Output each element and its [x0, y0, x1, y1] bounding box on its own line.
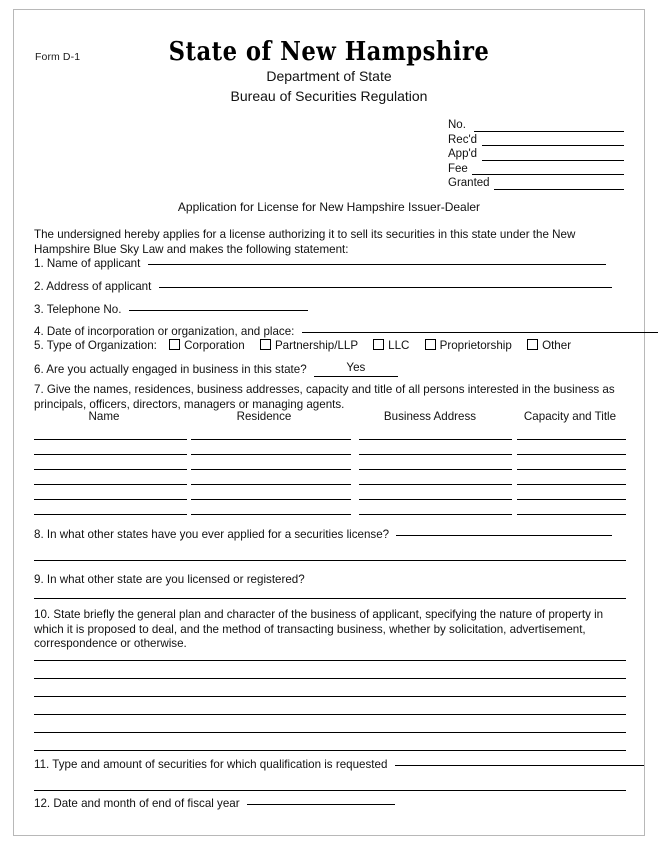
table-row[interactable]	[191, 514, 351, 515]
table-row[interactable]	[191, 439, 351, 440]
table-row[interactable]	[517, 439, 626, 440]
item-1-label: Name of applicant	[46, 257, 141, 270]
office-use-box	[448, 118, 624, 191]
table-row[interactable]	[359, 469, 512, 470]
department-line: Department of State	[266, 68, 392, 84]
office-row-no	[448, 118, 624, 133]
table-row[interactable]	[359, 514, 512, 515]
office-row-appd	[448, 147, 624, 162]
item-7-label: Give the names, residences, business addresses, capacity and title of all persons interested in the business as principals, officers, directors, managers or managing agents.	[34, 383, 615, 411]
office-rule-granted[interactable]	[494, 189, 624, 190]
item-8-input-rule[interactable]	[396, 535, 612, 536]
item-4-number: 4.	[34, 325, 44, 338]
item-2-number: 2.	[34, 280, 44, 293]
item-9-input-rule[interactable]	[34, 598, 626, 599]
item-8-continuation-rule[interactable]	[34, 560, 626, 561]
table-column-header-residence: Residence	[236, 410, 292, 423]
item-10-answer-rule[interactable]	[34, 678, 626, 679]
intro-paragraph: The undersigned hereby applies for a license authorizing it to sell its securities in this state under the New Hampshire Blue Sky Law and makes the following statement:	[34, 228, 576, 256]
item-11-label: Type and amount of securities for which qualification is requested	[52, 758, 388, 771]
office-row-fee	[448, 162, 624, 177]
page-title: State of New Hampshire	[168, 37, 490, 67]
item-11-continuation-rule[interactable]	[34, 790, 626, 791]
page-frame	[13, 9, 645, 836]
table-row[interactable]	[359, 499, 512, 500]
item-9-number: 9.	[34, 573, 44, 586]
item-10-answer-rule[interactable]	[34, 714, 626, 715]
item-7-number: 7.	[34, 383, 44, 396]
item-4-input-rule[interactable]	[302, 332, 658, 333]
form-code: Form D-1	[35, 51, 81, 63]
item-10	[34, 608, 630, 652]
item-10-answer-rule[interactable]	[34, 732, 626, 733]
item-3-input-rule[interactable]	[129, 310, 308, 311]
item-6-label: Are you actually engaged in business in this state?	[46, 363, 307, 376]
application-title: Application for License for New Hampshire Issuer-Dealer	[177, 200, 481, 214]
checkbox-label-other: Other	[542, 339, 572, 352]
office-rule-fee[interactable]	[472, 174, 624, 175]
item-1-number: 1.	[34, 257, 44, 270]
office-label-fee: Fee	[448, 162, 468, 175]
checkbox-other[interactable]	[527, 339, 538, 350]
item-3-label: Telephone No.	[46, 303, 122, 316]
bureau-line: Bureau of Securities Regulation	[230, 88, 428, 104]
item-5-number: 5.	[34, 339, 44, 352]
table-row[interactable]	[34, 454, 187, 455]
item-8-label: In what other states have you ever applied for a securities license?	[46, 528, 390, 541]
item-3	[34, 303, 308, 318]
item-1-input-rule[interactable]	[148, 264, 606, 265]
table-row[interactable]	[359, 439, 512, 440]
table-row[interactable]	[191, 499, 351, 500]
item-4-label: Date of incorporation or organization, and place:	[46, 325, 295, 338]
office-label-recd: Rec'd	[448, 133, 478, 146]
item-6	[34, 361, 398, 378]
item-11-number: 11.	[34, 758, 50, 771]
item-12	[34, 797, 395, 812]
office-row-granted	[448, 176, 624, 191]
table-column-header-name: Name	[88, 410, 120, 423]
table-row[interactable]	[191, 469, 351, 470]
item-10-answer-rule[interactable]	[34, 660, 626, 661]
checkbox-label-partnership-llp: Partnership/LLP	[274, 339, 358, 352]
table-row[interactable]	[517, 499, 626, 500]
item-1	[34, 257, 606, 272]
item-9-label: In what other state are you licensed or registered?	[46, 573, 305, 586]
item-6-answer[interactable]: Yes	[314, 361, 398, 377]
table-row[interactable]	[34, 499, 187, 500]
table-row[interactable]	[517, 514, 626, 515]
checkbox-label-corporation: Corporation	[184, 339, 245, 352]
item-6-number: 6.	[34, 363, 44, 376]
item-10-answer-rule[interactable]	[34, 696, 626, 697]
table-row[interactable]	[517, 469, 626, 470]
office-label-no: No.	[448, 119, 466, 131]
item-11	[34, 758, 644, 773]
table-row[interactable]	[34, 484, 187, 485]
item-9	[34, 573, 305, 588]
office-label-appd: App'd	[448, 148, 478, 161]
item-12-input-rule[interactable]	[247, 804, 395, 805]
item-12-number: 12.	[34, 797, 51, 810]
office-rule-recd[interactable]	[482, 145, 624, 146]
table-row[interactable]	[517, 454, 626, 455]
item-11-input-rule[interactable]	[395, 765, 644, 766]
item-12-label: Date and month of end of fiscal year	[53, 797, 240, 810]
table-row[interactable]	[34, 469, 187, 470]
item-4	[34, 325, 658, 340]
table-column-header-capacity-title: Capacity and Title	[523, 410, 617, 423]
item-2-input-rule[interactable]	[159, 287, 612, 288]
item-10-answer-rule[interactable]	[34, 750, 626, 751]
item-5	[34, 339, 571, 353]
table-row[interactable]	[34, 439, 187, 440]
table-row[interactable]	[359, 484, 512, 485]
office-rule-no[interactable]	[474, 131, 624, 132]
checkbox-proprietorship[interactable]	[425, 339, 436, 350]
table-row[interactable]	[359, 454, 512, 455]
table-row[interactable]	[517, 484, 626, 485]
document-sheet	[14, 10, 644, 835]
office-label-granted: Granted	[448, 177, 490, 190]
table-row[interactable]	[34, 514, 187, 515]
item-8-number: 8.	[34, 528, 44, 541]
item-3-number: 3.	[34, 303, 44, 316]
item-5-label: Type of Organization:	[46, 339, 157, 352]
item-10-label: State briefly the general plan and character of the business of applicant, specifying the nature of property in which it is proposed to deal, and the method of transacting business, whether by solicitation, advertisement, correspondence or otherwise.	[34, 608, 604, 651]
checkbox-label-llc: LLC	[388, 339, 410, 352]
checkbox-label-proprietorship: Proprietorship	[439, 339, 512, 352]
item-2	[34, 280, 612, 295]
checkbox-corporation[interactable]	[169, 339, 180, 350]
item-10-number: 10.	[34, 608, 51, 621]
checkbox-partnership-llp[interactable]	[260, 339, 271, 350]
office-row-recd	[448, 133, 624, 148]
table-row[interactable]	[191, 454, 351, 455]
item-2-label: Address of applicant	[46, 280, 152, 293]
item-8	[34, 528, 612, 543]
table-column-header-business-address: Business Address	[383, 410, 477, 423]
table-row[interactable]	[191, 484, 351, 485]
checkbox-llc[interactable]	[373, 339, 384, 350]
item-7	[34, 383, 630, 412]
office-rule-appd[interactable]	[482, 160, 624, 161]
